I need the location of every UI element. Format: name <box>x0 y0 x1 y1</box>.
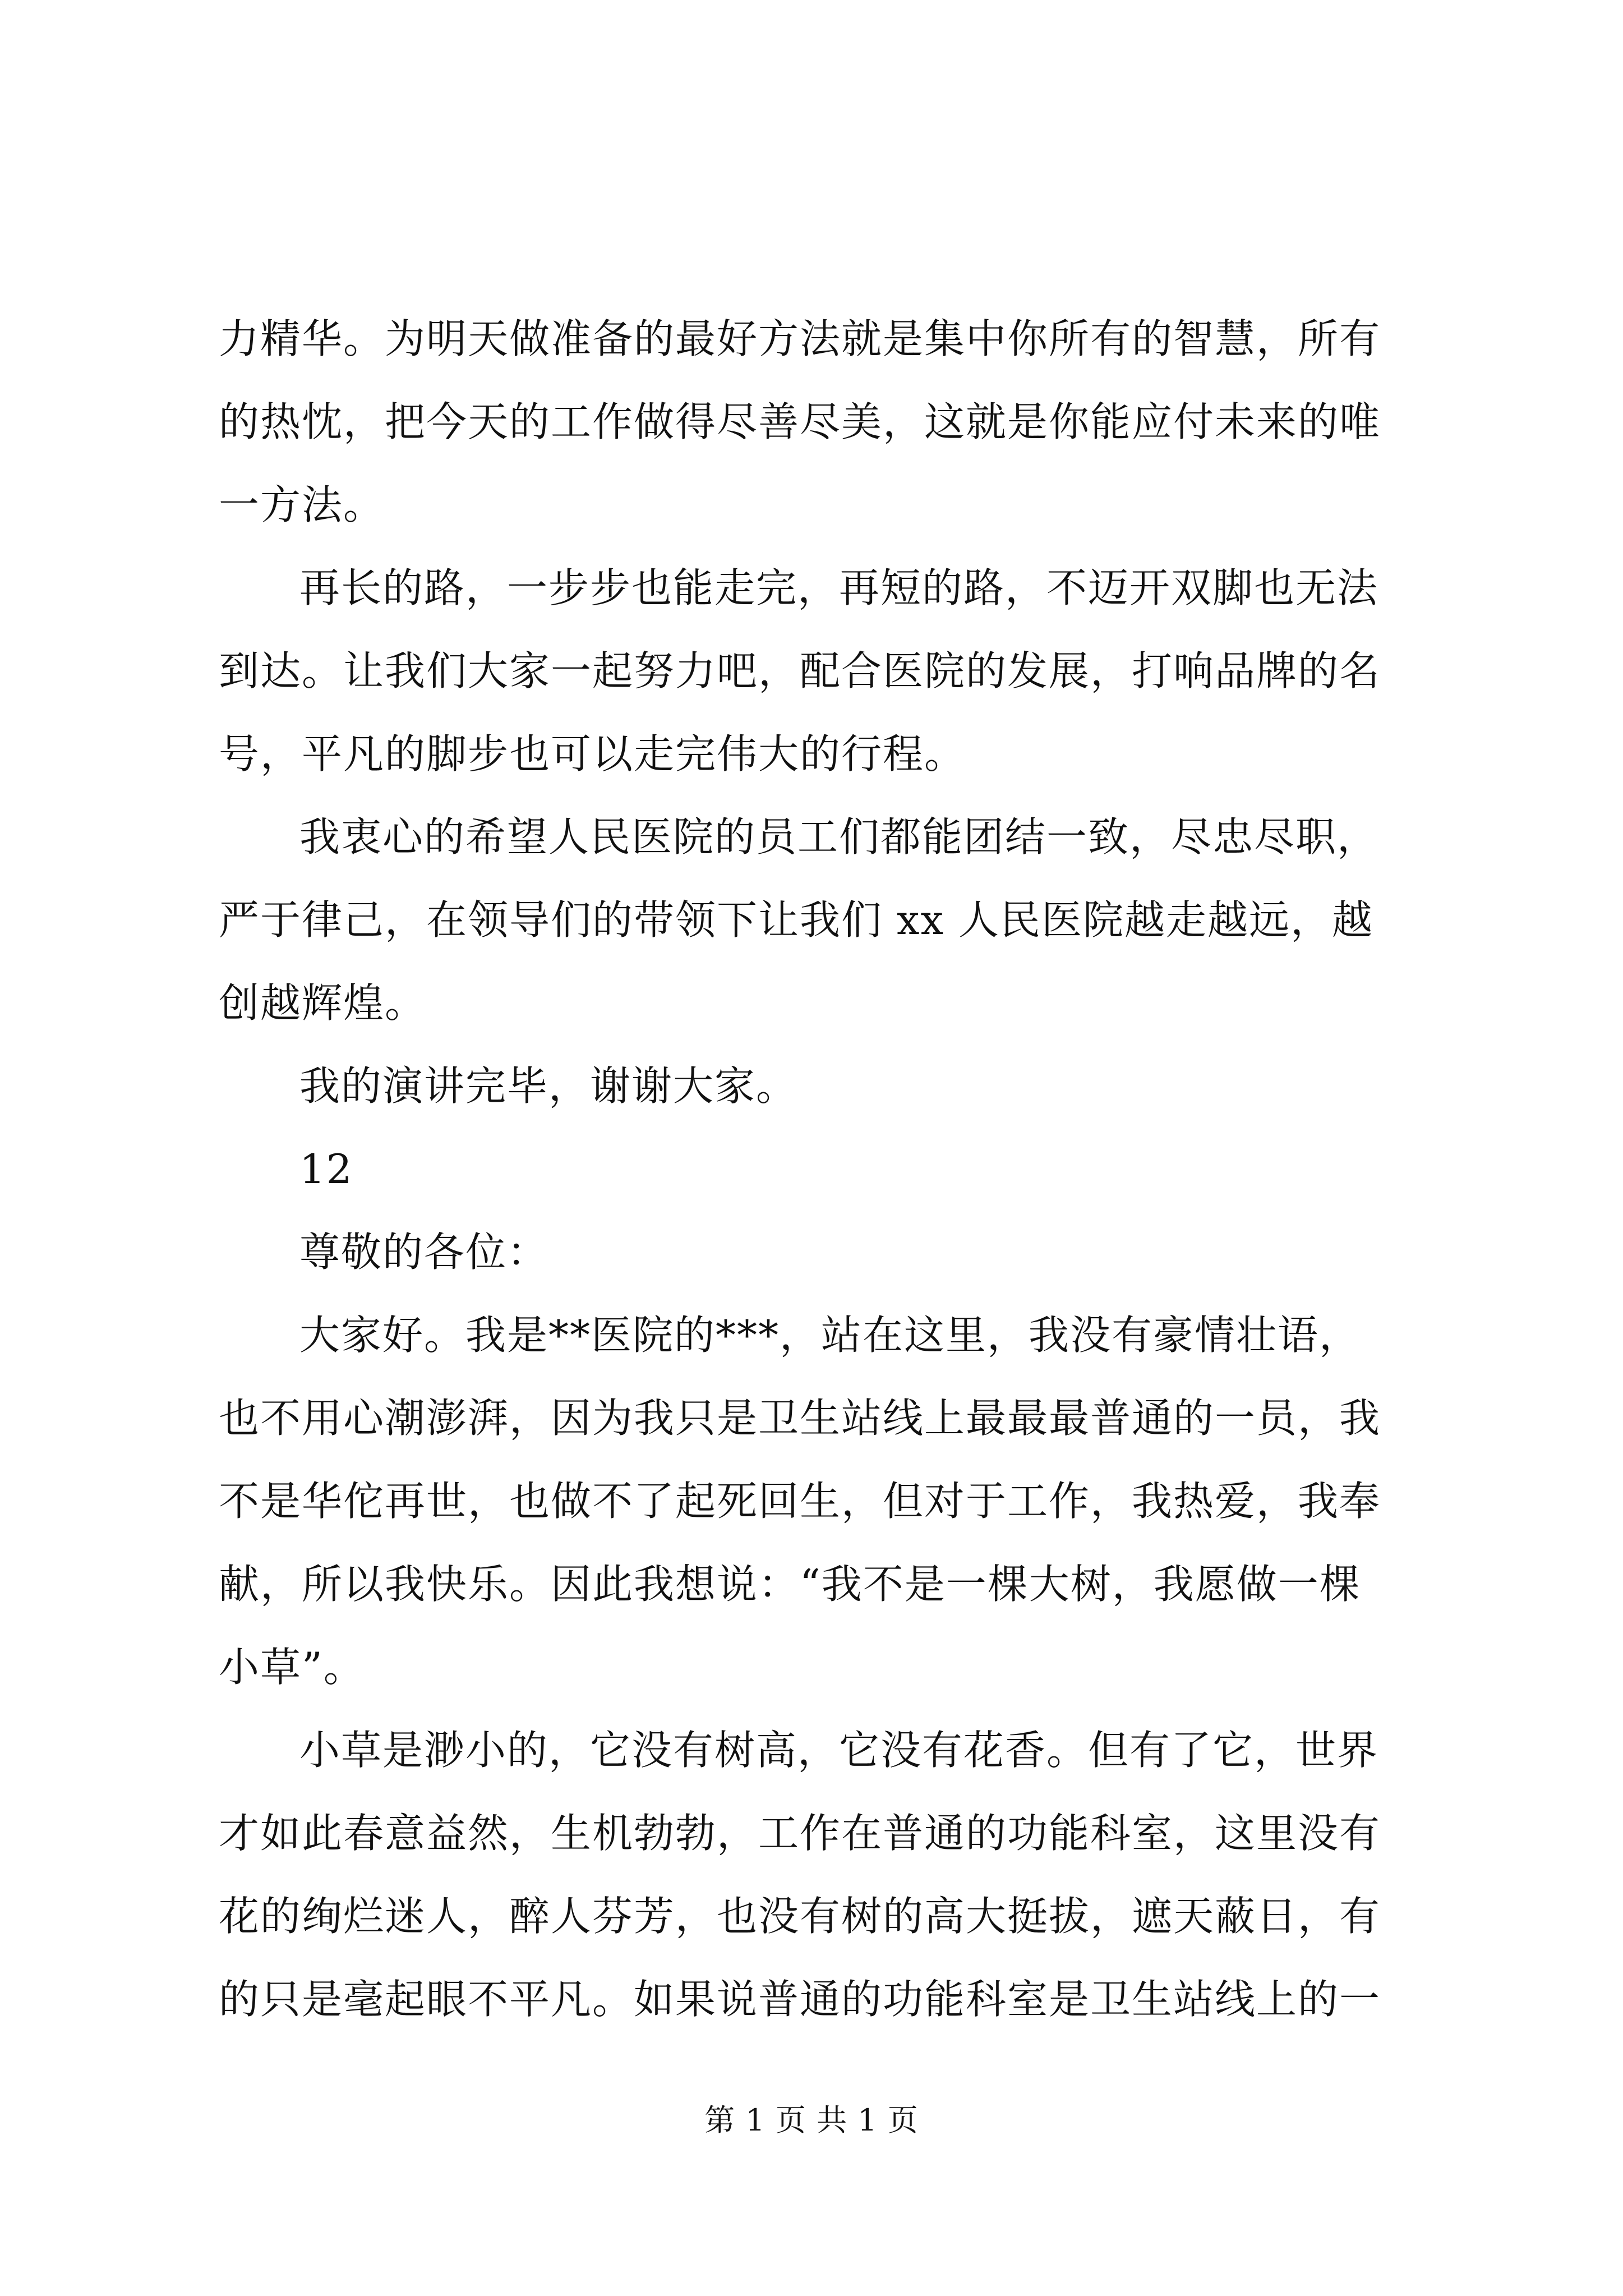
text-line: 也不用心潮澎湃，因为我只是卫生站线上最最最普通的一员，我 <box>219 1395 1381 1442</box>
text-line: 小草”。 <box>219 1644 365 1691</box>
text-line: 尊敬的各位： <box>299 1228 549 1276</box>
text-line: 一方法。 <box>219 481 385 528</box>
text-line: 创越辉煌。 <box>219 979 427 1027</box>
text-line: 不是华佗再世，也做不了起死回生，但对于工作，我热爱，我奉 <box>219 1478 1381 1525</box>
text-line: 力精华。为明天做准备的最好方法就是集中你所有的智慧，所有 <box>219 315 1381 362</box>
text-line: 到达。让我们大家一起努力吧，配合医院的发展，打响品牌的名 <box>219 647 1381 694</box>
text-line: 大家好。我是**医院的***，站在这里，我没有豪情壮语， <box>299 1312 1361 1359</box>
text-line: 严于律己，在领导们的带领下让我们 xx 人民医院越走越远，越 <box>219 896 1373 944</box>
text-line: 再长的路，一步步也能走完，再短的路，不迈开双脚也无法 <box>299 564 1379 611</box>
text-line: 小草是渺小的，它没有树高，它没有花香。但有了它，世界 <box>299 1727 1379 1774</box>
text-line: 号，平凡的脚步也可以走完伟大的行程。 <box>219 730 966 777</box>
page-footer: 第 1 页 共 1 页 <box>704 2102 919 2138</box>
text-line: 的热忱，把今天的工作做得尽善尽美，这就是你能应付未来的唯 <box>219 398 1381 445</box>
text-line: 才如此春意益然，生机勃勃，工作在普通的功能科室，这里没有 <box>219 1810 1381 1857</box>
text-line: 我衷心的希望人民医院的员工们都能团结一致，尽忠尽职， <box>299 813 1379 861</box>
text-line: 的只是毫起眼不平凡。如果说普通的功能科室是卫生站线上的一 <box>219 1976 1381 2023</box>
text-line: 花的绚烂迷人，醉人芬芳，也没有树的高大挺拔，遮天蔽日，有 <box>219 1893 1381 1940</box>
text-line: 我的演讲完毕，谢谢大家。 <box>299 1062 798 1110</box>
text-line: 献，所以我快乐。因此我想说：“我不是一棵大树，我愿做一棵 <box>219 1561 1361 1608</box>
document-body <box>219 297 1424 2041</box>
text-line: 12 <box>299 1145 353 1193</box>
